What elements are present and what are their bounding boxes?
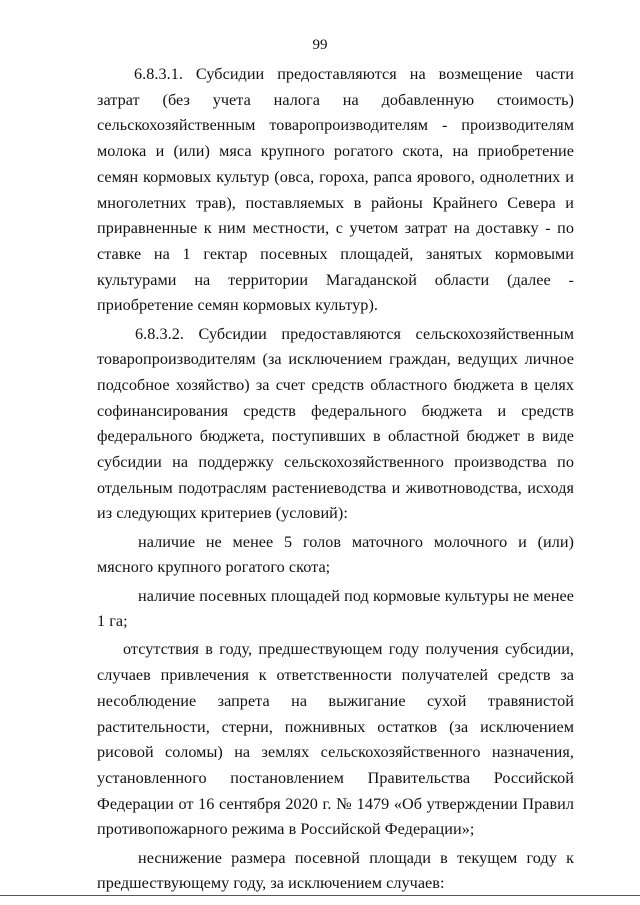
paragraph-6-8-3-2: 6.8.3.2. Субсидии предоставляются сельскохозяйственным товаропроизводителям (за исключением граждан, ведущих личное подсобное хозяйство) за счет средств областного бюджета в целях софинансирования средств федерального бюджета и средств федерального бюджета, поступивших в областной бюджет в виде субсидии на поддержку сельскохозяйственного производства по отдельным подотраслям растениеводства и животноводства, исходя из следующих критериев (условий): [97, 324, 574, 523]
criterion-cattle-heads: наличие не менее 5 голов маточного молочного и (или) мясного крупного рогатого скота; [97, 532, 574, 577]
page-number: 99 [312, 37, 328, 53]
criterion-sown-area-not-reduced: неснижение размера посевной площади в текущем году к предшествующему году, за исключением случаев: [97, 848, 574, 893]
document-body [97, 62, 574, 900]
bottom-rule [0, 895, 640, 896]
criterion-sown-area: наличие посевных площадей под кормовые культуры не менее 1 га; [97, 586, 574, 631]
criterion-no-burning-violations: отсутствия в году, предшествующем году получения субсидии, случаев привлечения к ответственности получателей средств за несоблюдение запрета на выжигание сухой травянистой растительности, стерни, пожнивных остатков (за исключением рисовой соломы) на землях сельскохозяйственного назначения, установленного постановлением Правительства Российской Федерации от 16 сентября 2020 г. № 1479 «Об утверждении Правил противопожарного режима в Российской Федерации»; [97, 640, 574, 839]
paragraph-6-8-3-1: 6.8.3.1. Субсидии предоставляются на возмещение части затрат (без учета налога на добавленную стоимость) сельскохозяйственным товаропроизводителям - производителям молока и (или) мяса крупного рогатого скота, на приобретение семян кормовых культур (овса, гороха, рапса ярового, однолетних и многолетних трав), поставляемых в районы Крайнего Севера и приравненные к ним местности, с учетом затрат на доставку - по ставке на 1 гектар посевных площадей, занятых кормовыми культурами на территории Магаданской области (далее - приобретение семян кормовых культур). [97, 65, 574, 315]
